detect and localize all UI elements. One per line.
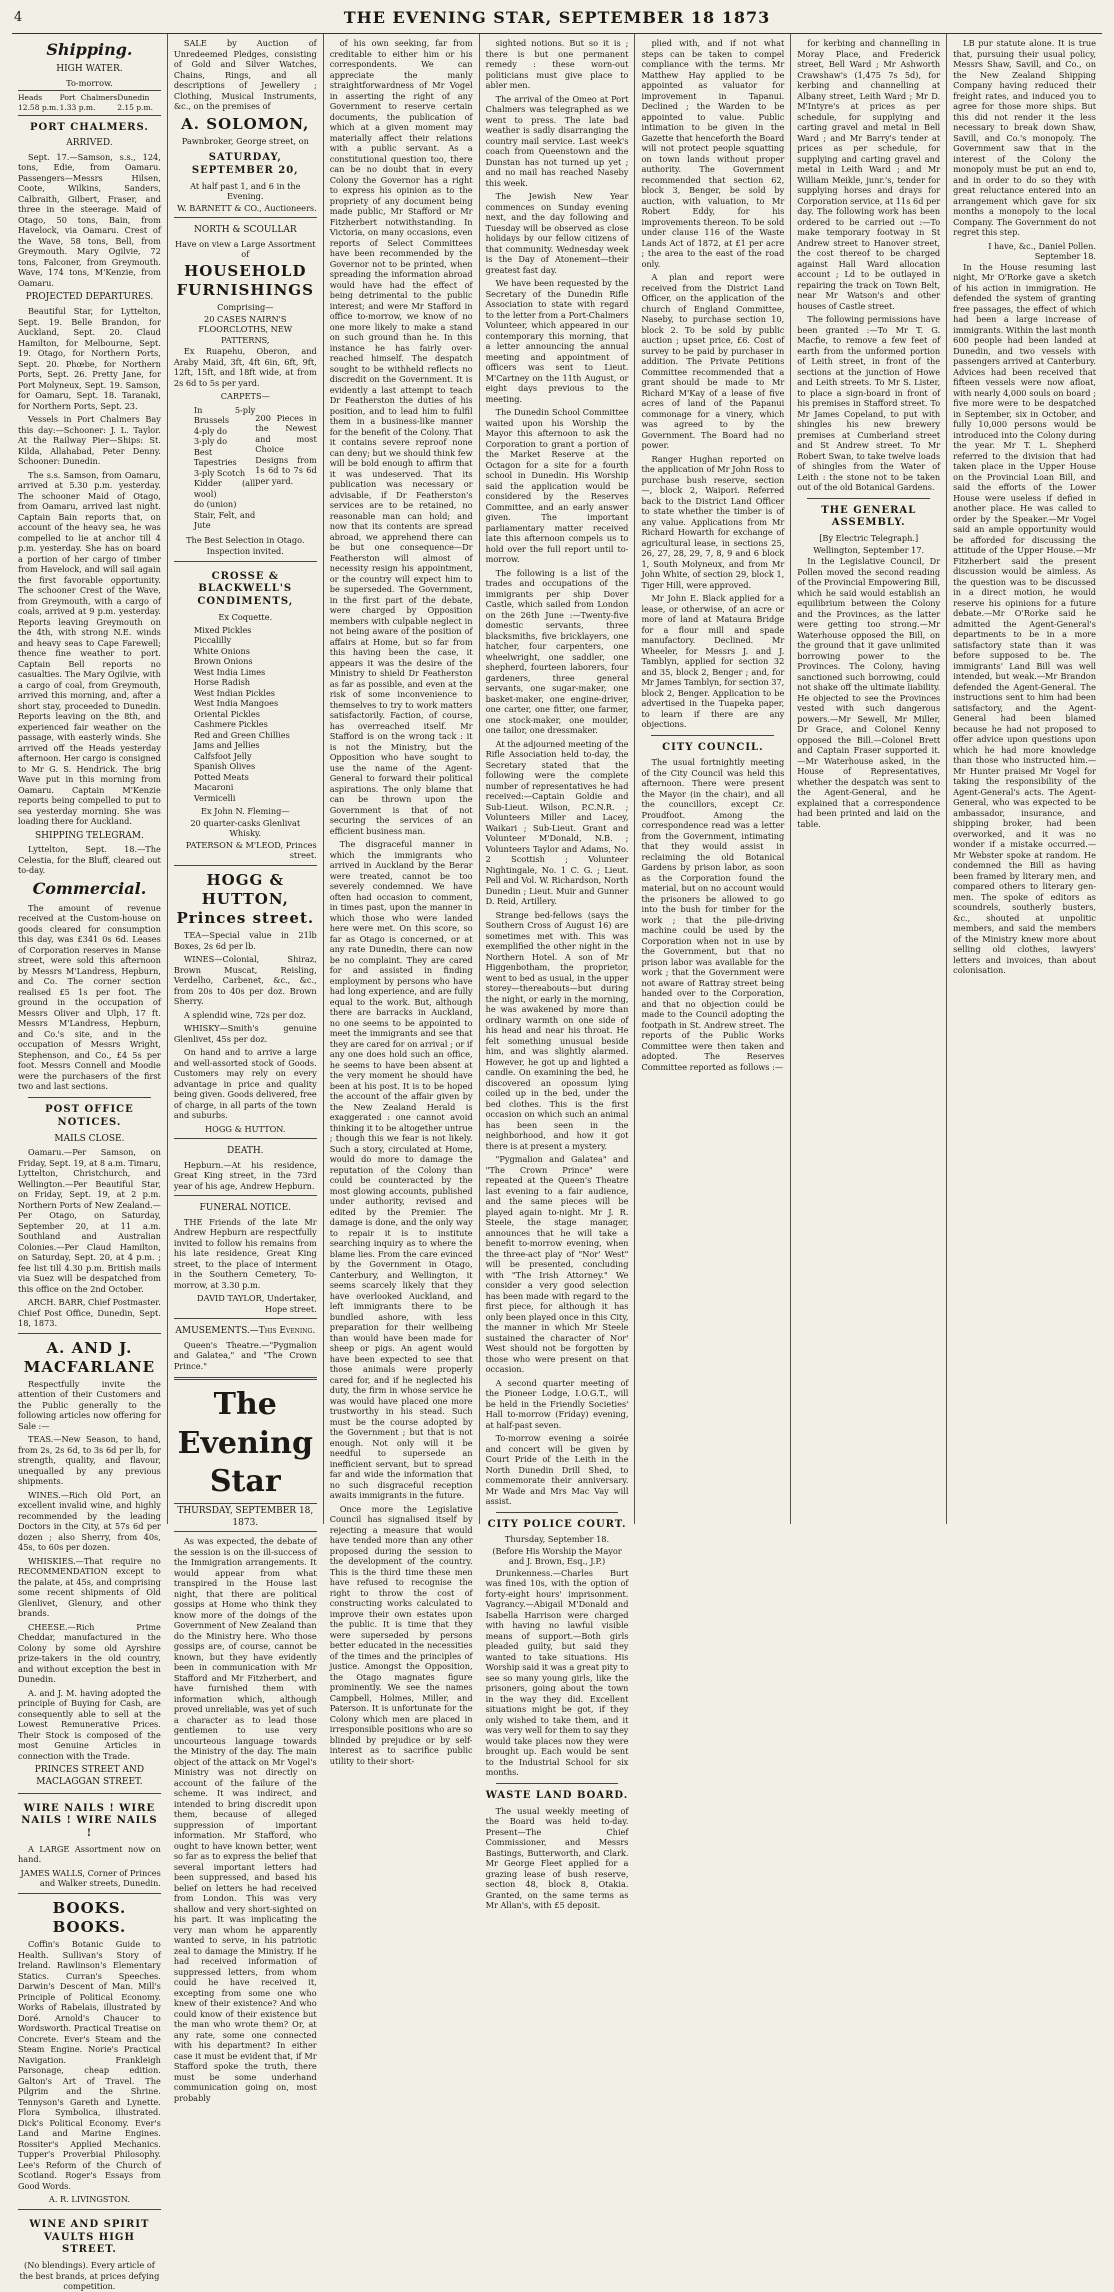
carpets-heading: CARPETS— [220,391,270,402]
waste-text: The usual weekly meeting of the Board was held to-day. Present—The Chief Commissioner, and Messrs Bastings, Butterworth, and Clark. Mr George Fleet applied for a grazing lease of bush reserve, section 48, block 8, Otakia. Granted, on the same terms as Mr Allan's, with £5 deposit. [485,1805,629,1911]
leader-text: As was expected, the debate of the session is on the ill-success of the Immigration arrangements. It would appear from what transpired in the House last night, that there are political gossips at Home who think they know more of the doings of the Government of New Zealand than do the Ministry here. Who those gossips are, of course, cannot be known, but they have evidently been in communication with Mr Stafford and Mr Fitzherbert, and have furnished them with information which, although proved unreliable, was yet of such a character as to lead those gentlemen to use very uncourteous language towards the Ministry of the day. The main object of the attack on Mr Vogel's Ministry was not directly on account of the failure of the scheme. It was indirect, and intended to bring discredit upon them, because of alleged suppression of important information. Mr Stafford, who ought to have known better, went so far as to express the belief that several important letters had been suppressed, and based his belief on letters he had received from London. This was very shallow and very short-sighted on his part. It was implicating the very man whom he apparently wanted to serve, in his patriotic zeal to damage the Ministry. If he had received information of suppressed letters, from whom could he have received it, excepting from some one who knew of their existence? And who could know of their existence but the man who wrote them? Or, at any rate, some one connected with his department? In either case it must be evident that, if Mr Stafford spoke the truth, there must be some underhand communication going on, most probably [173,1536,317,2103]
death-heading: DEATH. [227,1146,264,1157]
household-title: HOUSEHOLD FURNISHINGS [176,261,314,299]
solomon-name: A. SOLOMON, [181,114,310,133]
amusements-heading: AMUSEMENTS.—This Evening. [175,1326,316,1337]
works-2: The following permissions have been granted :—To Mr T. G. Macfie, to remove a few feet of earth from the unformed portion of Leith street, in front of the sections at the junction of Howe and Leith streets. To Mr S. Lister, to place a sign-board in front of his premises in Stafford street. To Mr James Copeland, to put with shingles his new brewery premises at Cumberland street and St Andrew street. To Mr Robert Swan, to take twelve loads of shingles from the Water of Leith : the stone not to be taken out of the old Botanical Gardens. [797,314,941,492]
wine-vaults-title: WINE AND SPIRIT VAULTS HIGH STREET. [29,2218,150,2256]
wire-nails-sign: JAMES WALLS, Corner of Princes and Walker streets, Dunedin. [20,1867,161,1889]
wine-vaults-ad [18,2209,161,2292]
pm-sign: PATERSON & M'LEOD, Princes street. [185,839,317,861]
post-signature: ARCH. BARR, Chief Postmaster. [27,1297,161,1308]
vessels-text: Vessels in Port Chalmers Bay this day:—Schooner: J. L. Taylor. At the Railway Pier—Ships: St. Kilda, Allahabad, Peter Denny. Schooner: Dunedin. [18,414,161,466]
tide-dunedin: Dunedin 2.15 p.m. [117,93,153,113]
books-title: BOOKS. BOOKS. [52,1898,127,1937]
news-10: A second quarter meeting of the Pioneer Lodge, I.O.G.T., will be held in the Friendly Societies' Hall to-morrow (Friday) evening, at half-past seven. [485,1377,629,1430]
list-item: Potted Meats [193,771,249,782]
tide-table [18,90,161,115]
solomon-address: Pawnbroker, George street, on [181,135,309,146]
list-item: Stair, Felt, and Jute [193,509,256,531]
column-6 [791,34,947,1524]
carpet-list [194,405,255,531]
sale-time: At half past 1, and 6 in the Evening. [190,180,301,202]
works-1: for kerbing and channelling in Moray Place, and Frederick street, Bell Ward ; Mr Ashworth Crawshaw's (1,475 7s 5d), for kerbing and channelling at Albany street, Leith Ward ; Mr D. M'Intyre's at prices as per schedule, for supplying and carting gravel and metal in Bell Ward ; and Mr Barry's tender at prices as per schedule, for supplying and carting gravel and metal in Leith Ward ; and Mr William Meikle, junr.'s, tender for supplying horses and drays for Corporation service, at 11s 6d per day. The following work has been ordered to be carried out :—To make temporary footway in St Andrew street to Hanover street, the cost thereof to be charged against Hall Ward allocation account ; Ld to be outlayed in repairing the track on Town Belt, near Mr Watson's and other houses of Castle street. [797,38,941,311]
commercial-text: The amount of revenue received at the Custom-house on goods cleared for consumption this day, was £341 0s 6d. Leases of Corporation reserves in Manse street, were sold this afternoon by Messrs M'Landress, Hepburn, and Co. The corner section realised £5 1s per foot. The ground in the occupation of Messrs Oliver and Ulph, 17 ft. Messrs M'Landress, Hepburn, and Co.'s site, and in the occupation of Messrs Wright, Stephenson, and Co., £4 5s per foot. Messrs Connell and Moodie were the purchasers of the first two and last sections. [18,902,161,1092]
comprising: Comprising— [217,302,274,313]
news-8: Strange bed-fellows (says the Southern Cross of August 16) are sometimes met with. This was exemplified the other night in the Northern Hotel. A son of Mr Higgenbotham, the proprietor, went to bed as usual, in the upper storey—thereabouts—but during the night, or early in the morning, he was awakened by more than ordinary warmth on one side of his head and near his throat. He felt something unusual beside him, and was slightly alarmed. However, he got up and lighted a candle. On examining the bed, he discovered an opossum lying coiled up in the bed, under the bed clothes. This is the first occasion on which such an animal has been seen in the neighborhood, and how it got there is at present a mystery. [485,909,629,1151]
commercial-heading: Commercial. [32,878,147,898]
shipping-heading: Shipping. [46,40,133,59]
column-2 [168,34,324,2103]
list-item: 3-ply do [193,436,228,447]
carpet-note: 200 Pieces in the Newest and most Choice Designs from 1s 6d to 7s 6d per yard. [255,412,317,486]
column-5 [635,34,791,1524]
list-item: West India Limes [193,666,266,677]
mails-text: Oamaru.—Per Samson, on Friday, Sept. 19, at 8 a.m. Timaru, Lyttelton, Christchurch, and Wellington.—Per Beautiful Star, on Friday, Sept. 19, at 2 p.m. Northern Ports of New Zealand.—Per Otago, on Saturday, September 20, at 11 a.m. Southland and Australian Colonies.—Per Claud Hamilton, on Saturday, Sept. 20, at 4 p.m. ; fee list till 4.30 p.m. British mails via Suez will be despatched from this office on the 2nd October. [18,1147,161,1294]
ns-text: Have on view a Large Assortment of [174,238,316,260]
departures-text: Beautiful Star, for Lyttelton, Sept. 19. Belle Brandon, for Auckland, Sept. 20. Claud Hamilton, for Melbourne, Sept. 19. Otago, for Northern Ports, Sept. 20. Phœbe, for Northern Ports, Sept. 26. Pretty Jane, for Port Molyneux, Sept. 19. Samson, for Oamaru, Sept. 18. Taranaki, for Northern Ports, Sept. 23. [18,306,161,411]
list-item: Horse Radish [193,677,251,688]
council-heading: CITY COUNCIL. [662,741,764,753]
hh-tea: TEA—Special value in 21lb Boxes, 2s 6d per lb. [173,930,317,951]
column-1 [12,34,168,2292]
hogg-hutton-ad [174,865,317,1135]
auctioneer: W. BARNETT & CO., Auctioneers. [177,202,317,213]
port-heading: PORT CHALMERS. [30,121,149,133]
divider [174,1377,317,1380]
list-item: White Onions [193,645,250,656]
macfarlane-title: A. AND J. MACFARLANE [23,1338,156,1376]
despatch-2: In the House resuming last night, Mr O'Rorke gave a sketch of his action in immigration. He defended the system of granting free passages, the effect of which had been a large increase of immigrants. Within the last month 600 people had been landed at Dunedin, and two vessels with passengers arrived at Canterbury. Advices had been received that fifteen vessels were now afloat, with nearly 4,000 souls on board ; five more were to be despatched in September, six in October, and fully 10,000 persons would be introduced into the Colony during the year. Mr T. L. Shepherd referred to the division that had taken place in the Upper House on the Provincial Loan Bill, and said the efforts of the Lower House were useless if defied in another place. He was called to order by the Speaker.—Mr Vogel said an ample opportunity would be afforded for discussing the attitude of the Upper House.—Mr Fitzherbert said the present discussion would be aimless. As the question was to be discussed in a direct motion, he would reserve his opinions for a future debate.—Mr O'Rorke said he admitted the Agent-General's departments to be in a more satisfactory state than it was before supposed to be. The immigrants' Land Bill was well intended, but weak.—Mr Brandon defended the Agent-General. The instructions sent to him had been satisfactory, and the Agent-General had been blamed because he had not proposed to offer advice upon questions upon which he had more knowledge than those who instructed him.—Mr Hunter praised Mr Vogel for taking the responsibility of the Agent-General's acts. The Agent-General, who was expected to be ambassador, insurance, and shipping broker, had been overworked, and it was no wonder if a mistake occurred.—Mr Webster spoke at random. He condemned the Bill as having been framed by literary men, and compared others to literary gen-men. The spoke of editors as scoundrels, southerly busters, &c., shouted at unpolitic members, and said the members of the Ministry knew more about selling old clothes, lawyers' letters and invoices, than about colonisation. [953,261,1097,975]
divider [496,1512,619,1513]
list-item: Vermicelli [193,792,236,803]
list-item: West Indian Pickles [193,687,276,698]
board-3: Ranger Hughan reported on the application of Mr John Ross to purchase bush reserve, section —, block 2, Waipori. Referred back to the District Land Officer to state whether the timber is of any value. Applications from Mr Richard Howarth for exchange of agricultural lease, in sections 25, 26, 27, 28, 29, 7, 8, 9 and 6 block 1, South Molyneux, and from Mr John White, of section 29, block 1, Tiger Hill, were approved. [641,453,785,590]
police-bench: (Before His Worship the Mayor and J. Brown, Esq., J.P.) [492,1545,622,1567]
list-item: do (union) [193,499,237,510]
post-office-date: Chief Post Office, Dunedin, Sept. 18, 1873. [18,1307,161,1329]
wire-nails-title: WIRE NAILS ! WIRE NAILS ! WIRE NAILS ! [21,1802,158,1840]
list-item: Jams and Jellies [193,740,260,751]
divider [28,1097,151,1098]
arrivals-text: Sept. 17.—Samson, s.s., 124, tons, Edie, from Oamaru. Passengers—Messrs Hilsen, Coote, Wilkins, Sanders, Calbraith, Gilbert, Fraser, and three in the steerage. Maid of Otago, 50 tons, Bain, from Havelock, via Oamaru. Crest of the Wave, 58 tons, Bell, from Greymouth. Mary Ogilvie, 72 tons, Falconer, from Greymouth. Wave, 174 tons, M'Kenzie, from Oamaru. [18,151,161,288]
council-text: The usual fortnightly meeting of the City Council was held this afternoon. There were present the Mayor (in the chair), and all the councillors, except Cr. Proudfoot. Among the correspondence read was a letter from the Government, intimating that they would assist in reclaiming the old Botanical Gardens by prison labor, as soon as the Corporation found the material, but on no account would the prisoners be allowed to go into the bush for timber for the work ; that the pile-driving machine could be used by the Corporation when not in use by the Government, but that no prison labor was available for the work ; that the Government were not aware of Rattray street being handed over to the Corporation, and that no objection could be made to the Council adopting the footpath in St. Andrew street. The reports of the Public Works Committee were then taken and adopted. The Reserves Committee reported as follows :— [641,757,785,1072]
undertaker: DAVID TAYLOR, Undertaker, Hope street. [197,1293,317,1314]
masthead-title: THE EVENING STAR, SEPTEMBER 18 1873 [343,8,771,27]
police-date: Thursday, September 18. [504,1534,610,1545]
macfarlane-address: PRINCES STREET AND MACLAGGAN STREET. [34,1765,145,1787]
editorial-3: Once more the Legislative Council has signalised itself by rejecting a measure that would have tended more than any other proposed during the session to the development of the country. This is the third time these men have refused to recognise the right to throw the cost of constructing works calculated to improve their own estates upon the public. It is time that they were superseded by persons better educated in the necessities of the times and the principles of justice. Amongst the Opposition, the Otago magnates figure prominently. We see the names Campbell, Holmes, Miller, and Paterson. It is unfortunate for the Colony which men are placed in irresponsible positions who are so blinded by prejudice or by self-interest as to sacrifice public utility to their short- [329,1503,473,1766]
list-item: Spanish Olives [193,761,256,772]
news-5: The Dunedin School Committee waited upon his Worship the Mayor this afternoon to ask the Corporation to grant a portion of the Market Reserve at the Octagon for a site for a fourth school in Dunedin. His Worship said the application would be considered by the Reserves Committee, and an early answer given. The important parliamentary matter received late this afternoon compels us to hold over the full report until to-morrow. [485,407,629,564]
police-text: Drunkenness.—Charles Burt was fined 10s, with the option of forty-eight hours' imprisonment. Vagrancy.—Abigail M'Donald and Isabella Harrison were charged with having no lawful visible means of support.—Both girls pleaded guilty, but said they wanted to take situations. His Worship said it was a great pity to see so many young girls, like the prisoners, going about the town in the way they did. Excellent situations might be got, if they only wished to take them, and it was very well for them to say they would take places now they were brought up. Each would be sent to the Industrial School for six months. [485,1567,629,1778]
mails-heading: MAILS CLOSE. [54,1133,125,1144]
columns [12,34,1102,2292]
floorcloths: 20 CASES NAIRN'S FLOORCLOTHS, NEW PATTERNS, [198,313,293,345]
macfarlane-close: A. and J. M. having adopted the principle of Buying for Cash, are consequently able to sell at the Lowest Remunerative Prices. Their Stock is composed of the most Genuine Articles in connection with the Trade. [18,1687,161,1761]
books-sign: A. R. LIVINGSTON. [48,2194,130,2205]
death-notice [174,1138,317,1191]
waste-heading: WASTE LAND BOARD. [485,1789,629,1801]
list-item: Oriental Pickles [193,708,260,719]
cb-title: CROSSE & BLACKWELL'S CONDIMENTS, [197,570,294,608]
list-item: Cashmere Pickles [193,719,268,730]
list-item: Best Tapestries [193,446,237,468]
news-2: The arrival of the Omeo at Port Chalmers was telegraphed as we went to press. The late bad weather is sadly disarranging the country mail service. Last week's coach from Queenstown and the Dunstan has not turned up yet ; and no mail has reached Naseby this week. [485,93,629,188]
amusements-text: Queen's Theatre.—"Pygmalion and Galatea," and "The Crown Prince." [173,1339,317,1371]
assembly-sub: [By Electric Telegraph.] [819,533,919,544]
sale-date: SATURDAY, SEPTEMBER 20, [191,152,299,176]
despatch-1: LB pur statute alone. It is true that, pursuing their usual policy, Messrs Shaw, Savill, and Co., on the New Zealand Shipping Company having reduced their freight rates, and induced you to agree for those more ships. But this did not render it the less necessary to break down Shaw, Savill, and Co.'s monopoly. The Government saw that in the interest of the Colony the monopoly must be put an end to, and in order to do so they with great reluctance entered into an arrangement which gave for six months a monopoly to the local Company. The Government do not regret this step. [953,38,1097,237]
cb-whisky: 20 quarter-casks Glenlivat Whisky. [190,817,301,839]
divider [496,1783,619,1784]
editorial-2: The disgraceful manner in which the immigrants who arrived in Auckland by the Berar were treated, cannot be too severely condemned. We have often had occasion to comment, in times past, upon the manner in which those who were landed here were met. On this score, so far as Otago is concerned, or at any rate Dunedin, there can now be no complaint. They are cared for and assisted in finding employment by persons who have had long experience, and are fully equal to the work. But, although there are barracks in Auckland, no one seems to be appointed to meet the immigrants and see that they are cared for on arrival ; or if any one does hold such an office, he seems to have been absent at the very moment he should have been at his post. It is to be hoped the account of the affair given by the New Zealand Herald is exaggerated : one cannot avoid thinking it to be altogether untrue ; though this we fear is not likely. Such a story, circulated at Home, would do more to damage the reputation of the Colony than could be counteracted by the most glowing accounts, published under authority, revised and edited by the Premier. The damage is done, and the only way to repair it is to institute searching inquiry as to where the blame lies. From the care evinced by the Government in Otago, Canterbury, and Wellington, it seems scarcely likely that they have overlooked Auckland, and left immigrants there to be bundled ashore, with less preparation for their wellbeing than would have been made for sheep or pigs. An agent would have been expected to see that those animals were properly cared for, and if he neglected his duty, the firm in whose service he was would have placed one more trustworthy in his stead. Such must be the course adopted by the Government ; but that is not enough. Not only will it be needful to supersede an inefficient servant, but to spread far and wide the information that no such disgraceful reception awaits immigrants in the future. [329,839,473,1500]
high-water-heading: HIGH WATER. [56,64,123,75]
books-ad [18,1893,161,2205]
list-item: Macaroni [193,782,234,793]
list-item: In 5-ply Brussels [193,404,256,426]
ns-ships: Ex Ruapehu, Oberon, and Araby Maid, 3ft, 4ft 6in, 6ft, 9ft, 12ft, 15ft, and 18ft wide, at from 2s 6d to 5s per yard. [173,346,317,388]
assembly-text: In the Legislative Council, Dr Pollen moved the second reading of the Provincial Empowering Bill, which he said would establish an equilibrium between the Colony and the Provinces, as the latter were getting too strong.—Mr Waterhouse opposed the Bill, on the ground that it gave unlimited borrowing power to the Provinces. The Colony, having sanctioned such borrowing, could not shake off the ultimate liability. He objected to see the Provinces vested with such dangerous powers.—Mr Sewell, Mr Miller, Dr Grace, and Colonel Kenny opposed the Bill.—Colonel Brett and Captain Fraser supported it.—Mr Waterhouse asked, in the House of Representatives, whether the despatch was sent to the Agent-General, and he explained that a correspondence had been printed and laid on the table. [797,556,941,829]
despatch-sign: I have, &c., Daniel Pollen. [988,240,1097,251]
masthead [12,8,1102,34]
funeral-text: THE Friends of the late Mr Andrew Hepburn are respectfully invited to follow his remains from his late residence, Great King street, to the place of interment in the Southern Cemetery, To-morrow, at 3.30 p.m. [173,1216,317,1290]
crosse-blackwell-ad [174,561,317,861]
wire-nails-ad [18,1793,161,1889]
death-text: Hepburn.—At his residence, Great King street, in the 73rd year of his age, Andrew Hepburn. [173,1159,317,1191]
dateline: THURSDAY, SEPTEMBER 18, 1873. [174,1503,317,1532]
funeral-notice [174,1195,317,1314]
funeral-heading: FUNERAL NOTICE. [199,1203,292,1214]
news-6: The following is a list of the trades and occupations of the immigrants per ship Dover Castle, which sailed from London on the 26th June :—Twenty-five domestic servants, three blacksmiths, five bricklayers, one hatcher, four carpenters, one wheelwright, one saddler, one shepherd, fourteen laborers, four gardeners, three general servants, one sugar-maker, one basket-maker, one engine-driver, one carter, one fitter, one farmer, one stock-maker, one moulder, one tailor, one dressmaker. [485,567,629,735]
list-item: Piccalilly [193,635,232,646]
shipping-news: The s.s. Samson, from Oamaru, arrived at 5.30 p.m. yesterday. The schooner Maid of Otago, from Oamaru, arrived last night. Captain Bain reports that, on account of the heavy sea, he was compelled to lie at anchor till 4 p.m. yesterday. She has on board a portion of her cargo of timber from Havelock, and will sail again the first favorable opportunity. The schooner Crest of the Wave, from Greymouth, with a cargo of coals, arrived at 9 p.m. yesterday. Reports leaving Greymouth on the 4th, with strong N.E. winds and heavy seas to Cape Farewell; thence fine weather to port. Captain Bell reports no casualties. The Mary Ogilvie, with a cargo of coal, from Greymouth, arrived this morning, and, after a short stay, proceeded to Dunedin. Reports leaving on the 8th, and experienced fair weather on the passage, with easterly winds. She arrived off the Heads yesterday afternoon. Her cargo is consigned to Mr G. S. Hendrick. The brig Wave put in this morning from Oamaru. Captain M'Kenzie reports being compelled to put to sea yesterday morning. She was loading there for Auckland. [18,469,161,826]
divider [651,735,774,736]
column-3 [324,34,480,1766]
board-4: Mr John E. Black applied for a lease, or otherwise, of an acre or more of land at Mataura Bridge for a flour mill and spade manufactory. Declined. Mr Wheeler, for Messrs J. and J. Tamblyn, applied for section 32 and 35, block 2, Benger ; and, for Mr James Tamblyn, for section 37, block 2, Benger. Application to be advertised in the Tuapeka paper, to learn if there are any objections. [641,593,785,729]
amusements [174,1318,317,1371]
news-3: The Jewish New Year commences on Sunday evening next, and the day following and Tuesday will be observed as close holidays by our fellow citizens of that community. Wednesday week is the Day of Atonement—their greatest fast day. [485,191,629,275]
north-scoullar-ad [174,217,317,556]
tomorrow-label: To-morrow. [66,77,113,88]
hh-sign: HOGG & HUTTON. [205,1123,286,1134]
despatch-date: September 18. [1034,251,1097,261]
editorial-1: of his own seeking, far from creditable to either him or his correspondents. We can appreciate the manly straightforwardness of Mr Vogel in asserting the right of any Government to reserve certain documents, the publication of which at a given moment may materially affect their relations with a public servant. As a constitutional question too, there can be no doubt that in every Colony the Governor has a right to express his opinion as to the propriety of any document being made public, Mr Stafford or Mr Fitzherbert notwithstanding. In Victoria, on many occasions, even reports of Select Committees have been recommended by the Governor not to be printed, when spreading the information abroad would have had the effect of being detrimental to the public interest; and were Mr Stafford in office to-morrow, we know of no one more likely to make a stand on such ground than he. In this instance he has fairly over-reached himself. The despatch sought to be withheld reflects no discredit on the Government. It is evidently a last attempt to teach Dr Featherston the duties of his position, and to lead him to fulfil them in a business-like manner for the benefit of the Colony. That it contains severe reproof none can deny; but we should think few will be bold enough to affirm that it was undeserved. That its publication was necessary or advisable, if Dr Featherston's services are to be retained, no reasonable man can hold; and now that its contents are spread abroad, we apprehend there can be but one consequence—Dr Featherston will almost of necessity resign his appointment, or the country will expect him to be superseded. The Government, in the first part of the debate, were charged by Opposition members with culpable neglect in not being aware of the position of affairs at Home, but so far from this having been the case, it appears it was the desire of the Ministry to shield Dr Featherston as far as possible, and even at the risk of some inconvenience to themselves to try to work matters satisfactorily. Faction, of course, has overreached itself. Mr Stafford is on the wrong tack : it is not the Ministry, but the Opposition who have sought to use the name of the Agent-General to forward their political aspirations. The only blame that can be thrown upon the Government is that of not securing the services of an efficient business man. [329,38,473,836]
telegram-text: Lyttelton, Sept. 18.—The Celestia, for the Bluff, cleared out to-day. [18,844,161,876]
news-7: At the adjourned meeting of the Rifle Association held to-day, the Secretary stated that the following were the complete number of representatives he had received:—Captain Goldie and Sub-Lieut. Wilson, P.C.N.R. ; Volunteers Miller and Lacey, Waikari ; Sub-Lieut. Grant and Volunteer M'Donald, N.B. ; Volunteers Taylor and Adams, No. 2 Scottish ; Volunteer Nightingale, No. 1 C. G. ; Lieut. Pell and Vol. W. Richardson, North Dunedin ; Lieut. Muir and Gunner D. Reid, Artillery. [485,738,629,906]
assembly-date: Wellington, September 17. [813,544,925,555]
best-selection: The Best Selection in Otago. [186,534,305,545]
list-item: West India Mangoes [193,698,279,709]
telegram-heading: SHIPPING TELEGRAM. [35,830,144,841]
tide-port: Port Chalmers 1.33 p.m. [59,93,118,113]
column-7 [947,34,1102,1524]
hh-title: HOGG & HUTTON, Princes street. [176,870,315,927]
hh-rest: On hand and to arrive a large and well-assorted stock of Goods. Customers may rely on every advantage in price and quality being given. Goods delivered, free of charge, in all parts of the town and suburbs. [173,1047,317,1121]
list-item: Brown Onions [193,656,253,667]
macfarlane-cheese: CHEESE.—Rich Prime Cheddar, manufactured in the Colony by some old Ayrshire prize-takers in the old country, and without exception the best in Dunedin. [18,1621,161,1685]
ns-title: NORTH & SCOULLAR [193,225,297,236]
list-item: 4-ply do [193,425,228,436]
tide-heads: Heads 12.58 p.m. [18,93,59,113]
cb-nemo: Ex John N. Fleming— [200,806,290,817]
list-item: 3-ply Scotch [193,467,246,478]
macfarlane-teas: TEAS.—New Season, to hand, from 2s, 2s 6d, to 3s 6d per lb, for strength, quality, and flavour, unequalled by any previous shipments. [18,1434,161,1487]
wire-nails-text: A LARGE Assortment now on hand. [18,1843,161,1865]
macfarlane-wines: WINES.—Rich Old Port, an excellent invalid wine, and highly recommended by the leading Doctors in the City, at 57s 6d per dozen ; also Sherry, from 40s, 45s, to 60s per dozen. [18,1489,161,1553]
list-item: Kidder (all wool) [193,478,256,499]
board-1: plied with, and if not what steps can be taken to compel compliance with the terms. Mr Matthew Hay applied to be appointed as valuator for improvement in Tapanui. Declined ; the Warden to be appointed to value. Public intimation to be given in the Gazette that henceforth the Board will not protect people squatting on town lands without proper authority. The Government recommended that section 62, block 3, Benger, be sold by auction, with valuation, to Mr Robert Eddy, for his improvements thereon. To be sold under clause 116 of the Waste Lands Act of 1872, at £1 per acre ; the area to the east of the road only. [641,38,785,269]
cb-list [194,625,317,804]
assembly-heading: THE GENERAL ASSEMBLY. [821,504,917,529]
list-item: Red and Green Chillies [193,729,290,740]
news-4: We have been requested by the Secretary of the Dunedin Rifle Association to state with regard to the letter from a Port-Chalmers Volunteer, which appeared in our contemporary this morning, that a letter announcing the annual meeting and appointment of officers was sent to Lieut. M'Cartney on the 11th August, or eight days previous to the meeting. [485,278,629,404]
news-9: "Pygmalion and Galatea" and "The Crown Prince" were repeated at the Queen's Theatre last evening to a fair audience, and the same pieces will be played again to-night. Mr J. R. Steele, the stage manager, announces that he will take a benefit to-morrow evening, when the three-act play of "Nor' West" will be presented, concluding with "The Irish Attorney." We consider a very good selection has been made with regard to the first piece, for although it has only been played once in this City, the manner in which Mr Steele sustained the character of Nor' West should not be forgotten by those who were present on that occasion. [485,1154,629,1374]
macfarlane-whiskies: WHISKIES.—That require no RECOMMENDATION except to the palate, at 45s, and comprising some recent shipments of Old Glenlivet, Glenury, and other brands. [18,1555,161,1619]
hh-splendid: A splendid wine, 72s per doz. [183,1009,307,1020]
page-number: 4 [14,10,24,25]
wine-vaults-text: (No blendings). Every article of the best brands, at prices defying competition. [19,2260,160,2292]
macfarlane-ad [18,1333,161,1789]
cb-ship: Ex Coquette. [218,612,273,623]
post-heading: POST OFFICE NOTICES. [45,1103,134,1128]
hh-whisky: WHISKY—Smith's genuine Glenlivet, 45s per doz. [173,1023,317,1044]
sale-text: SALE by Auction of Unredeemed Pledges, consisting of Gold and Silver Watches, Chains, Rings, and all descriptions of Jewellery ; Clothing, Musical Instruments, &c., on the premises of [173,38,317,111]
list-item: Mixed Pickles [193,624,252,635]
list-item: Calfsfoot Jelly [193,750,252,761]
inspection: Inspection invited. [206,546,284,557]
arrived-heading: ARRIVED. [66,138,113,149]
divider [807,498,930,499]
books-list: Coffin's Botanic Guide to Health. Sullivan's Story of Ireland. Rawlinson's Elementary Statics. Curran's Speeches. Darwin's Descent of Man. Mill's Principle of Political Economy. Works of Rabelais, illustrated by Doré. Arnold's Chaucer to Wordsworth. Practical Treatise on Concrete. Ever's Steam and the Steam Engine. Norie's Practical Navigation. Frankleigh Parsonage, cheap edition. Galton's Art of Travel. The Pilgrim and the Shrine. Tennyson's Gareth and Lynette. Flora Symbolica, illustrated. Dick's Political Economy. Ever's Land and Marine Engines. Rossiter's Applied Mechanics. Tupper's Proverbial Philosophy. Lee's Reform of the Church of Scotland. Roger's Essays from Good Words. [18,1939,161,2191]
column-4 [480,34,636,1911]
police-heading: CITY POLICE COURT. [487,1518,627,1530]
news-11: To-morrow evening a soirée and concert will be given by Court Pride of the Leith in the North Dunedin Drill Shed, to commemorate their anniversary. Mr Wade and Mrs Mac Vay will assist. [485,1433,629,1506]
carpet-block [174,403,317,534]
paper-title: The Evening Star [177,1387,313,1499]
hh-wines: WINES—Colonial, Shiraz, Brown Muscat, Reisling, Verdelho, Carbenet, &c., &c., from 20s to 40s per doz. Brown Sherry. [173,954,317,1007]
news-1: sighted notions. But so it is ; there is but one permanent remedy : these worn-out politicians must give place to abler men. [485,38,629,90]
departures-heading: PROJECTED DEPARTURES. [25,292,154,303]
macfarlane-intro: Respectfully invite the attention of their Customers and the Public generally to the following articles now offering for Sale :— [18,1378,161,1431]
board-2: A plan and report were received from the District Land Officer, on the application of the church of England Committee, Naseby, to purchase section 10, block 2. To be sold by public auction ; upset price, £6. Cost of survey to be paid by purchaser in addition. The Private Petitions Committee recommended that a grant should be made to Mr Richard M'Kay of a lease of five acres of land of the Papanui commonage for a vinery, which was agreed to by the Government. The Board had no power. [641,272,785,450]
